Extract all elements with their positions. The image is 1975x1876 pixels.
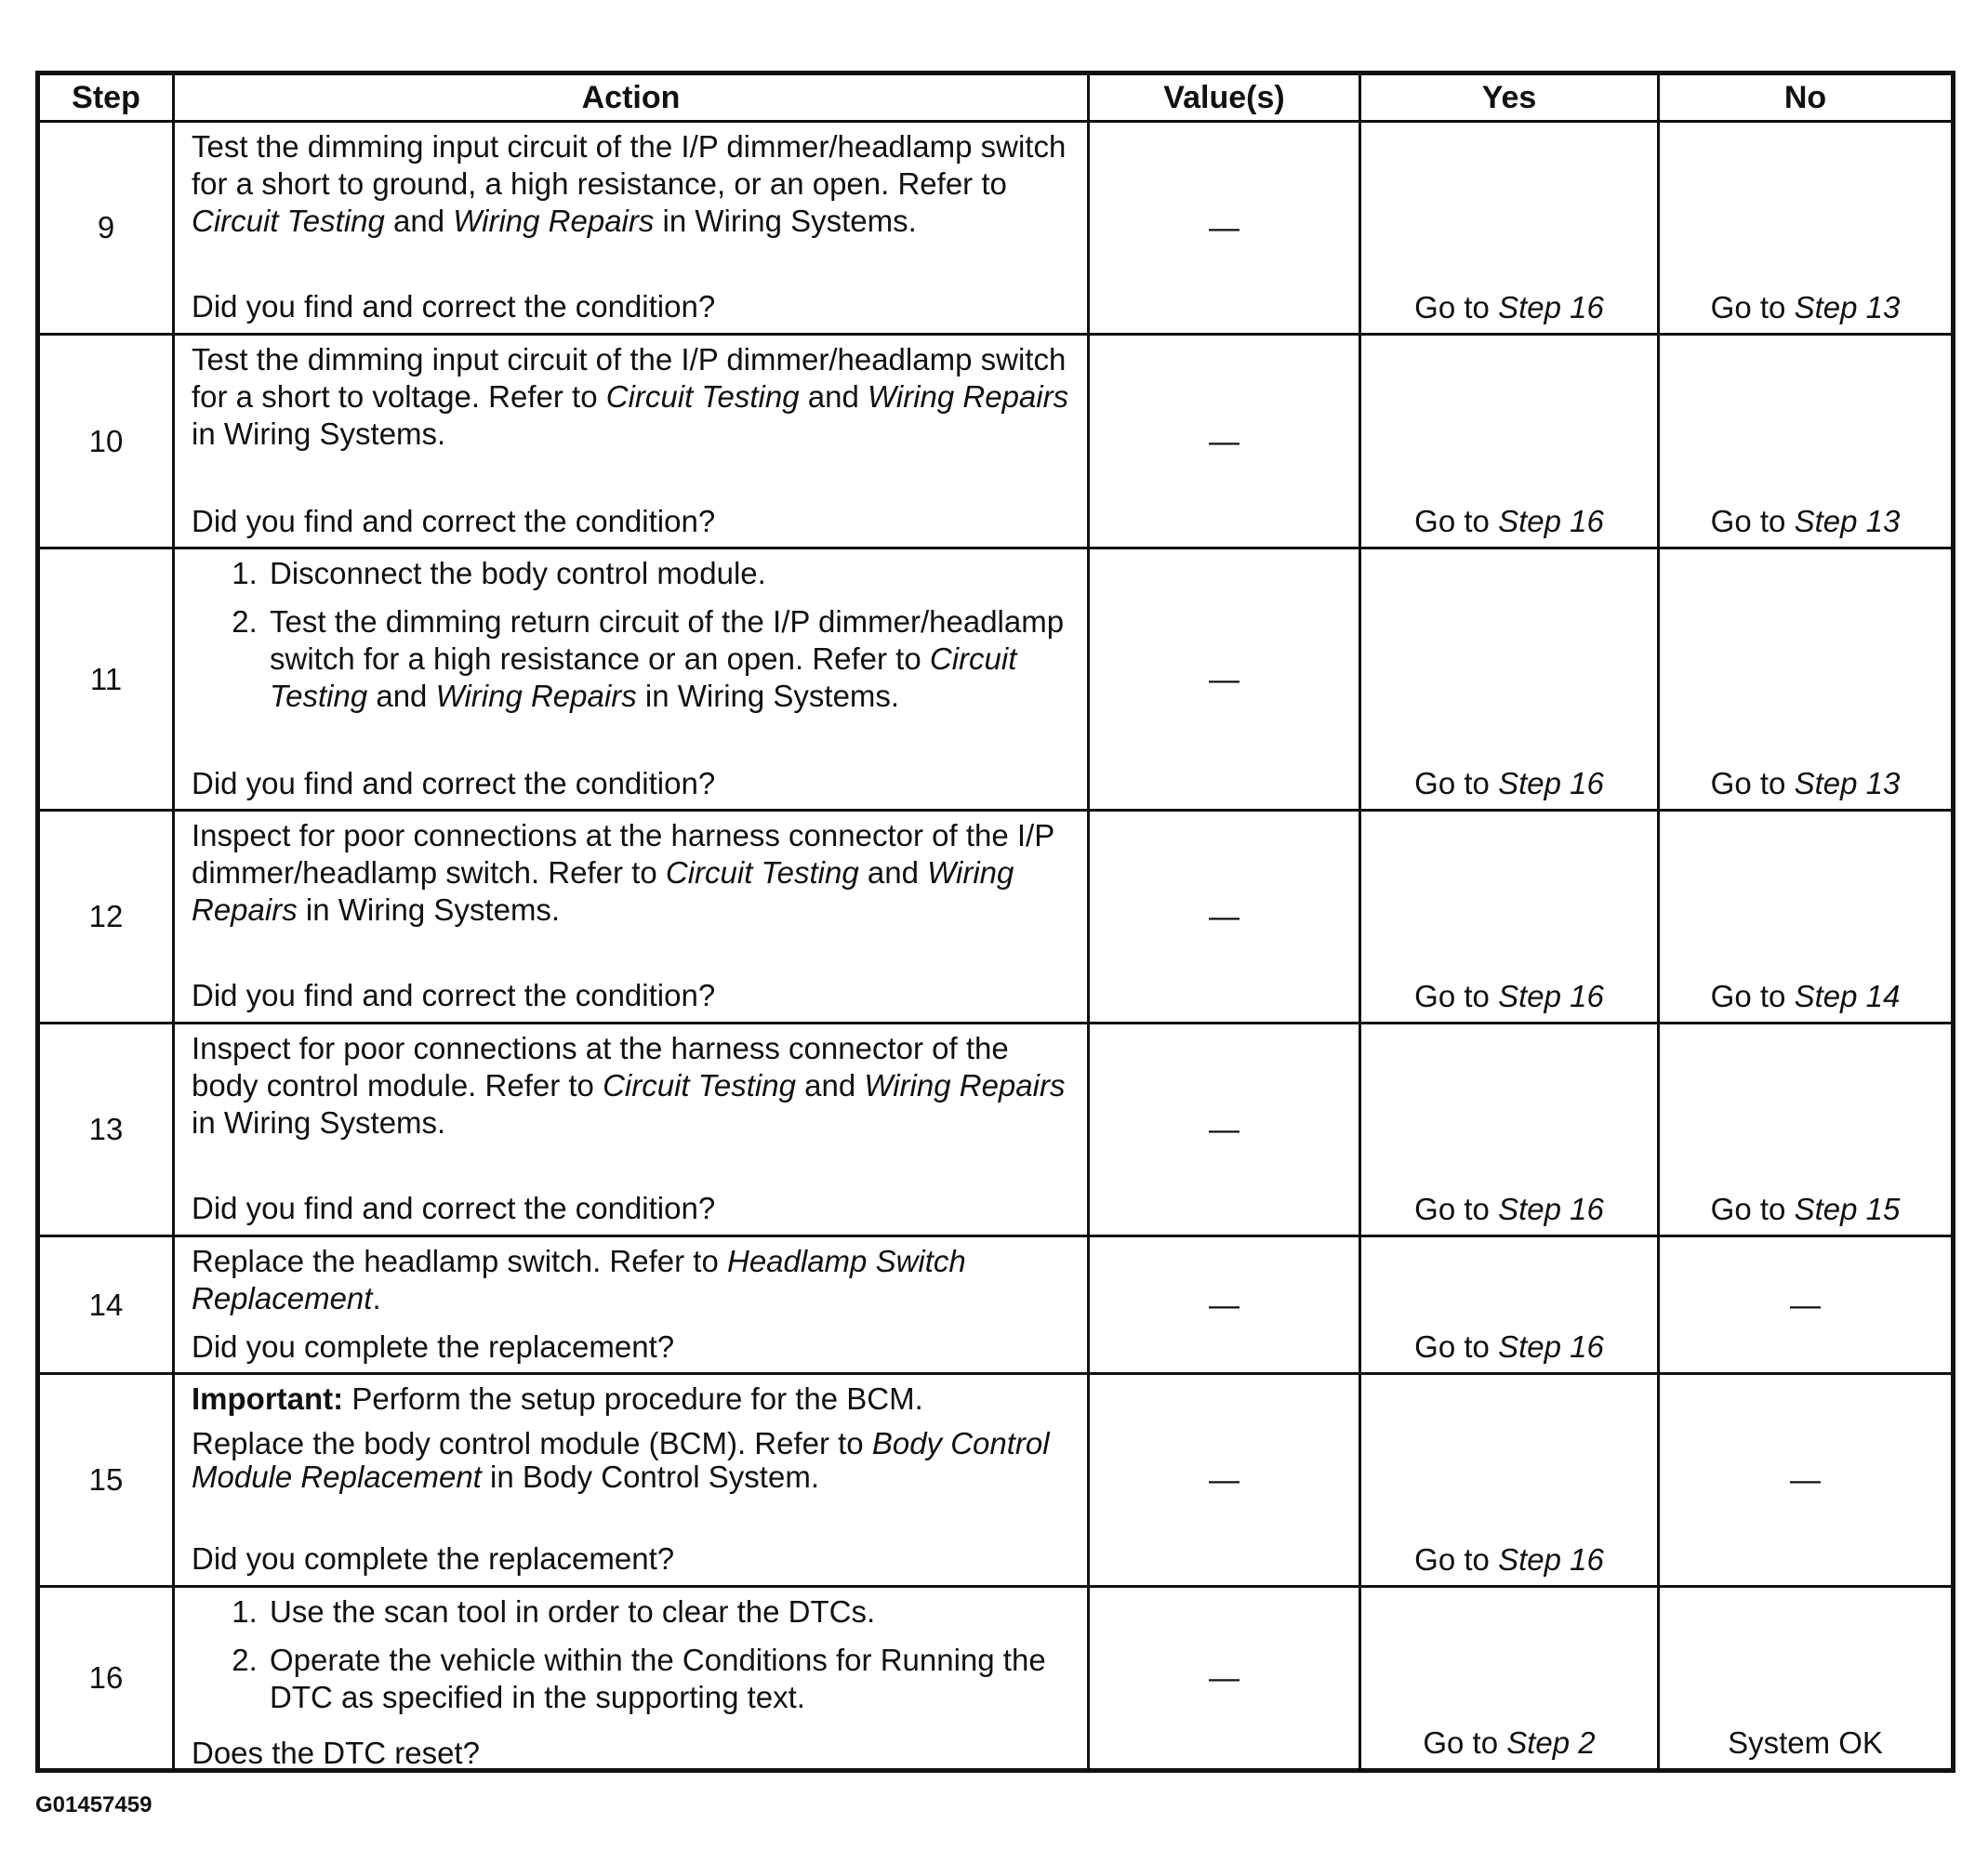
value-cell: — xyxy=(1089,1236,1360,1374)
table-row xyxy=(38,1374,1954,1587)
action-cell xyxy=(174,1374,1089,1587)
value-cell: — xyxy=(1089,1374,1360,1587)
action-instruction: Inspect for poor connections at the harness connector of the body control module. Refer to Circuit Testing and Wiring Repairs in Wiring Systems. xyxy=(192,1031,1066,1140)
value-cell: — xyxy=(1089,1587,1360,1771)
list-item: 2. Operate the vehicle within the Conditions for Running the DTC as specified in the supporting text. xyxy=(266,1642,1074,1716)
step-number: 16 xyxy=(38,1587,174,1771)
no-cell: Go to Step 14 xyxy=(1659,811,1954,1024)
yes-step-link: Step 16 xyxy=(1498,290,1604,324)
list-item: 2. Test the dimming return circuit of the I/P dimmer/headlamp switch for a high resistance or an open. Refer to Circuit Testing and Wiring Repairs in Wiring Systems. xyxy=(266,603,1074,715)
yes-cell: Go to Step 16 xyxy=(1360,122,1659,335)
important-note: Important: Perform the setup procedure for the BCM. xyxy=(192,1381,923,1416)
yes-step-link: Step 16 xyxy=(1498,1542,1604,1577)
header-no: No xyxy=(1659,73,1954,122)
action-instruction: Replace the headlamp switch. Refer to Headlamp Switch Replacement. xyxy=(192,1244,966,1315)
table-row xyxy=(38,1024,1954,1236)
yes-cell: Go to Step 16 xyxy=(1360,1024,1659,1236)
step-number: 15 xyxy=(38,1374,174,1587)
figure-code: G01457459 xyxy=(35,1792,152,1817)
action-cell xyxy=(174,811,1089,1024)
action-question: Did you find and correct the condition? xyxy=(192,766,716,800)
list-item: 1. Use the scan tool in order to clear the DTCs. xyxy=(266,1593,1074,1631)
yes-step-link: Step 16 xyxy=(1498,1192,1604,1226)
yes-cell: Go to Step 16 xyxy=(1360,548,1659,811)
step-number: 10 xyxy=(38,335,174,548)
value-cell: — xyxy=(1089,811,1360,1024)
table-row xyxy=(38,122,1954,335)
yes-cell: Go to Step 16 xyxy=(1360,1236,1659,1374)
yes-step-link: Step 16 xyxy=(1498,504,1604,538)
action-instruction: Inspect for poor connections at the harness connector of the I/P dimmer/headlamp switch. Refer to Circuit Testing and Wiring Repairs in Wiring Systems. xyxy=(192,818,1054,927)
action-question: Did you find and correct the condition? xyxy=(192,289,716,324)
header-values: Value(s) xyxy=(1089,73,1360,122)
yes-step-link: Step 2 xyxy=(1506,1725,1596,1760)
list-item: 1. Disconnect the body control module. xyxy=(266,555,1074,592)
step-number: 13 xyxy=(38,1024,174,1236)
header-yes: Yes xyxy=(1360,73,1659,122)
no-cell: System OK xyxy=(1659,1587,1954,1771)
yes-step-link: Step 16 xyxy=(1498,1329,1604,1364)
action-cell xyxy=(174,1587,1089,1771)
action-cell xyxy=(174,1024,1089,1236)
no-cell: Go to Step 13 xyxy=(1659,548,1954,811)
header-action: Action xyxy=(174,73,1089,122)
no-step-link: Step 13 xyxy=(1794,290,1901,324)
action-question: Did you complete the replacement? xyxy=(192,1329,675,1364)
value-cell: — xyxy=(1089,1024,1360,1236)
action-question: Did you find and correct the condition? xyxy=(192,1191,716,1225)
yes-cell: Go to Step 16 xyxy=(1360,1374,1659,1587)
action-instruction: Test the dimming input circuit of the I/P dimmer/headlamp switch for a short to voltage. Refer to Circuit Testing and Wiring Repairs in Wiring Systems. xyxy=(192,342,1069,451)
value-cell: — xyxy=(1089,335,1360,548)
yes-step-link: Step 16 xyxy=(1498,766,1604,800)
action-cell xyxy=(174,335,1089,548)
table-row xyxy=(38,1587,1954,1771)
table-row xyxy=(38,1236,1954,1374)
table-row xyxy=(38,335,1954,548)
no-cell: Go to Step 13 xyxy=(1659,335,1954,548)
no-step-link: Step 14 xyxy=(1794,979,1901,1013)
table-row xyxy=(38,811,1954,1024)
action-question: Did you find and correct the condition? xyxy=(192,504,716,538)
header-step: Step xyxy=(38,73,174,122)
yes-cell: Go to Step 16 xyxy=(1360,335,1659,548)
step-number: 12 xyxy=(38,811,174,1024)
action-steps-list xyxy=(192,555,1074,726)
no-cell: Go to Step 15 xyxy=(1659,1024,1954,1236)
action-cell xyxy=(174,1236,1089,1374)
no-step-link: Step 13 xyxy=(1794,504,1901,538)
value-cell: — xyxy=(1089,122,1360,335)
yes-cell: Go to Step 16 xyxy=(1360,811,1659,1024)
header-row xyxy=(38,73,1954,122)
no-step-link: Step 15 xyxy=(1794,1192,1901,1226)
step-number: 14 xyxy=(38,1236,174,1374)
action-question: Did you complete the replacement? xyxy=(192,1541,675,1576)
diagnostic-table xyxy=(35,71,1955,1773)
no-cell: — xyxy=(1659,1236,1954,1374)
action-cell xyxy=(174,548,1089,811)
step-number: 11 xyxy=(38,548,174,811)
action-question: Did you find and correct the condition? xyxy=(192,978,716,1012)
yes-cell: Go to Step 2 xyxy=(1360,1587,1659,1771)
table-row xyxy=(38,548,1954,811)
step-number: 9 xyxy=(38,122,174,335)
no-cell: Go to Step 13 xyxy=(1659,122,1954,335)
action-instruction: Test the dimming input circuit of the I/P dimmer/headlamp switch for a short to ground, a high resistance, or an open. Refer to Circuit Testing and Wiring Repairs in Wiring Systems. xyxy=(192,129,1067,238)
no-cell: — xyxy=(1659,1374,1954,1587)
action-instruction: Replace the body control module (BCM). Refer to Body Control Module Replacement in Body Control System. xyxy=(192,1426,1050,1494)
value-cell: — xyxy=(1089,548,1360,811)
action-cell xyxy=(174,122,1089,335)
yes-step-link: Step 16 xyxy=(1498,979,1604,1013)
no-step-link: Step 13 xyxy=(1794,766,1901,800)
action-question: Does the DTC reset? xyxy=(192,1736,480,1770)
action-steps-list xyxy=(192,1593,1074,1727)
